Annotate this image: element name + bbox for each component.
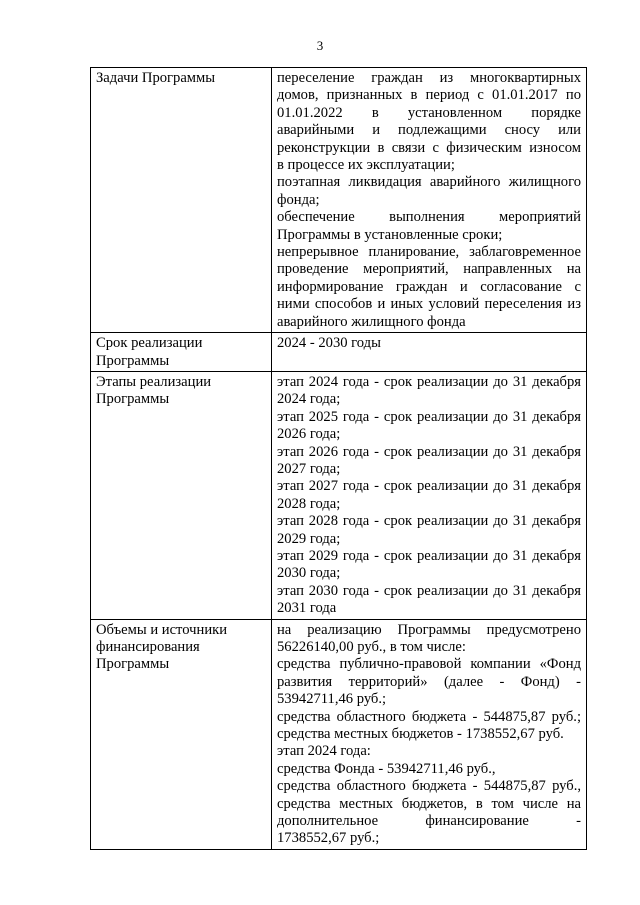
row-label: Задачи Программы	[91, 68, 272, 333]
text-line: Программы в установленные сроки;	[277, 226, 503, 243]
text-line: 2027 года;	[277, 460, 341, 477]
text-line: поэтапная ликвидация аварийного жилищного	[277, 174, 581, 191]
text-line: развития территорий» (далее - Фонд) -	[277, 673, 581, 690]
text-line: фонда;	[277, 191, 320, 208]
text-line: средства местных бюджетов - 1738552,67 руб.	[277, 726, 564, 743]
text-line: этап 2027 года - срок реализации до 31 декабря	[277, 478, 581, 495]
text-line: 1738552,67 руб.;	[277, 830, 380, 847]
row-label: Срок реализации Программы	[91, 333, 272, 372]
text-line: 2029 года;	[277, 530, 341, 547]
text-line: этап 2025 года - срок реализации до 31 декабря	[277, 408, 581, 425]
row-label: Объемы и источники финансирования Программы	[91, 619, 272, 849]
text-line: аварийными и подлежащими сносу или	[277, 122, 581, 139]
text-line: этап 2028 года - срок реализации до 31 декабря	[277, 513, 581, 530]
text-line: средства публично-правовой компании «Фонд	[277, 656, 581, 673]
text-line: средства областного бюджета - 544875,87 руб.;	[277, 708, 581, 725]
text-line: на реализацию Программы предусмотрено	[277, 621, 581, 638]
text-line: средства областного бюджета - 544875,87 руб.,	[277, 778, 581, 795]
text-line: 2024 - 2030 годы	[277, 335, 381, 352]
text-line: 2028 года;	[277, 495, 341, 512]
program-passport-table	[90, 67, 587, 850]
text-line: 53942711,46 руб.;	[277, 691, 387, 708]
text-line: проведение мероприятий, направленных на	[277, 261, 581, 278]
text-line: ними способов и иных условий переселения из	[277, 296, 581, 313]
text-line: аварийного жилищного фонда	[277, 313, 466, 330]
row-value	[272, 619, 587, 849]
table-row-stages	[91, 371, 587, 619]
text-line: 01.01.2022 в установленном порядке	[277, 104, 581, 121]
text-line: переселение граждан из многоквартирных	[277, 70, 581, 86]
text-line: 2026 года;	[277, 426, 341, 443]
text-line: 2031 года	[277, 600, 337, 617]
row-value	[272, 68, 587, 333]
text-line: этап 2024 года:	[277, 743, 371, 760]
table-row-funding	[91, 619, 587, 849]
text-line: домов, признанных в период с 01.01.2017 по	[277, 87, 581, 104]
text-line: 2024 года;	[277, 391, 341, 408]
text-line: обеспечение выполнения мероприятий	[277, 209, 581, 226]
text-line: в процессе их эксплуатации;	[277, 157, 455, 174]
table-row-tasks	[91, 68, 587, 333]
row-value	[272, 333, 587, 372]
text-line: дополнительное финансирование -	[277, 813, 581, 830]
text-line: информирование граждан и согласование с	[277, 278, 581, 295]
table-row-duration	[91, 333, 587, 372]
text-line: средства местных бюджетов, в том числе на	[277, 795, 581, 812]
row-label: Этапы реализации Программы	[91, 371, 272, 619]
text-line: этап 2026 года - срок реализации до 31 декабря	[277, 443, 581, 460]
text-line: этап 2030 года - срок реализации до 31 декабря	[277, 582, 581, 599]
text-line: реконструкции в связи с физическим износом	[277, 139, 581, 156]
page-number: 3	[316, 38, 324, 53]
text-line: этап 2029 года - срок реализации до 31 декабря	[277, 547, 581, 564]
text-line: средства Фонда - 53942711,46 руб.,	[277, 760, 496, 777]
row-value	[272, 371, 587, 619]
text-line: 2030 года;	[277, 565, 341, 582]
text-line: 56226140,00 руб., в том числе:	[277, 639, 466, 655]
text-line: этап 2024 года - срок реализации до 31 декабря	[277, 373, 581, 390]
text-line: непрерывное планирование, заблаговременное	[277, 244, 581, 261]
